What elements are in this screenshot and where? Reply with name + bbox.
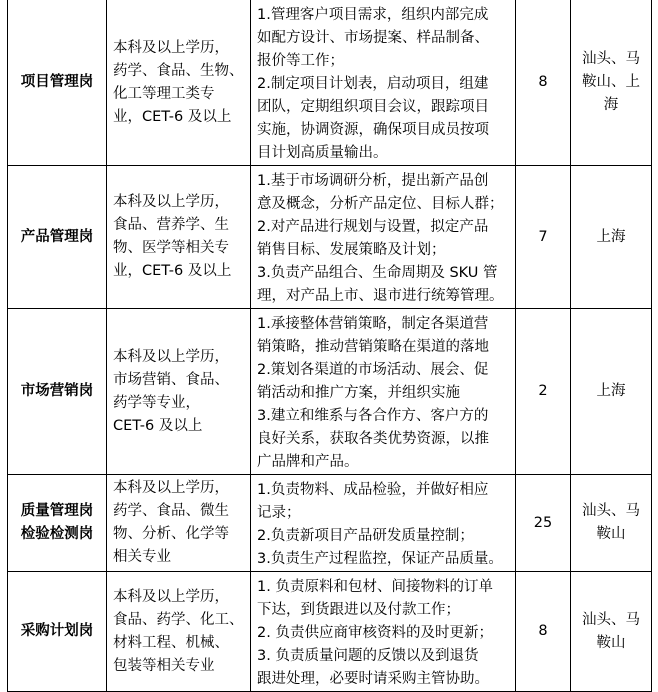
requirements: 本科及以上学历， 食品、药学、化工、 材料工程、机械、 包装等相关专业	[107, 572, 251, 692]
duties: 1.负责物料、成品检验，并做好相应 记录； 2.负责新项目产品研发质量控制； 3.负责生产过程监控，保证产品质量。	[251, 475, 516, 572]
location: 汕头、马 鞍山	[571, 475, 652, 572]
headcount: 8	[516, 572, 571, 692]
location: 上海	[571, 309, 652, 475]
table-row	[8, 166, 652, 309]
duties: 1.基于市场调研分析，提出新产品创 意及概念，分析产品定位、目标人群； 2.对产品进行规划与设置，拟定产品 销售目标、发展策略及计划； 3.负责产品组合、生命周期及 SKU 管 理，对产品上市、退市进行统筹管理。	[251, 166, 516, 309]
table-row	[8, 309, 652, 475]
position-title: 质量管理岗 检验检测岗	[8, 475, 107, 572]
table-row	[8, 572, 652, 692]
headcount: 8	[516, 0, 571, 166]
duties: 1. 负责原料和包材、间接物料的订单 下达，到货跟进以及付款工作； 2. 负责供应商审核资料的及时更新； 3. 负责质量问题的反馈以及到退货 跟进处理，必要时请采购主管协助。	[251, 572, 516, 692]
headcount: 2	[516, 309, 571, 475]
position-title: 采购计划岗	[8, 572, 107, 692]
location: 汕头、马 鞍山	[571, 572, 652, 692]
position-title: 项目管理岗	[8, 0, 107, 166]
requirements: 本科及以上学历， 市场营销、食品、 药学等专业， CET-6 及以上	[107, 309, 251, 475]
location: 汕头、马 鞍山、上 海	[571, 0, 652, 166]
location: 上海	[571, 166, 652, 309]
requirements: 本科及以上学历， 食品、营养学、生 物、医学等相关专 业，CET-6 及以上	[107, 166, 251, 309]
table-row	[8, 475, 652, 572]
table-row	[8, 0, 652, 166]
job-positions-table	[7, 0, 652, 692]
requirements: 本科及以上学历， 药学、食品、生物、 化工等理工类专 业，CET-6 及以上	[107, 0, 251, 166]
position-title: 产品管理岗	[8, 166, 107, 309]
duties: 1.管理客户项目需求，组织内部完成 如配方设计、市场提案、样品制备、 报价等工作； 2.制定项目计划表，启动项目，组建 团队，定期组织项目会议，跟踪项目 实施，协调资源，确保项目成员按项 目计划高质量输出。	[251, 0, 516, 166]
requirements: 本科及以上学历， 药学、食品、微生 物、分析、化学等 相关专业	[107, 475, 251, 572]
position-title: 市场营销岗	[8, 309, 107, 475]
duties: 1.承接整体营销策略，制定各渠道营 销策略，推动营销策略在渠道的落地 2.策划各渠道的市场活动、展会、促 销活动和推广方案，并组织实施 3.建立和维系与各合作方、客户方的 良好关系，获取各类优势资源，以推 广品牌和产品。	[251, 309, 516, 475]
headcount: 25	[516, 475, 571, 572]
headcount: 7	[516, 166, 571, 309]
